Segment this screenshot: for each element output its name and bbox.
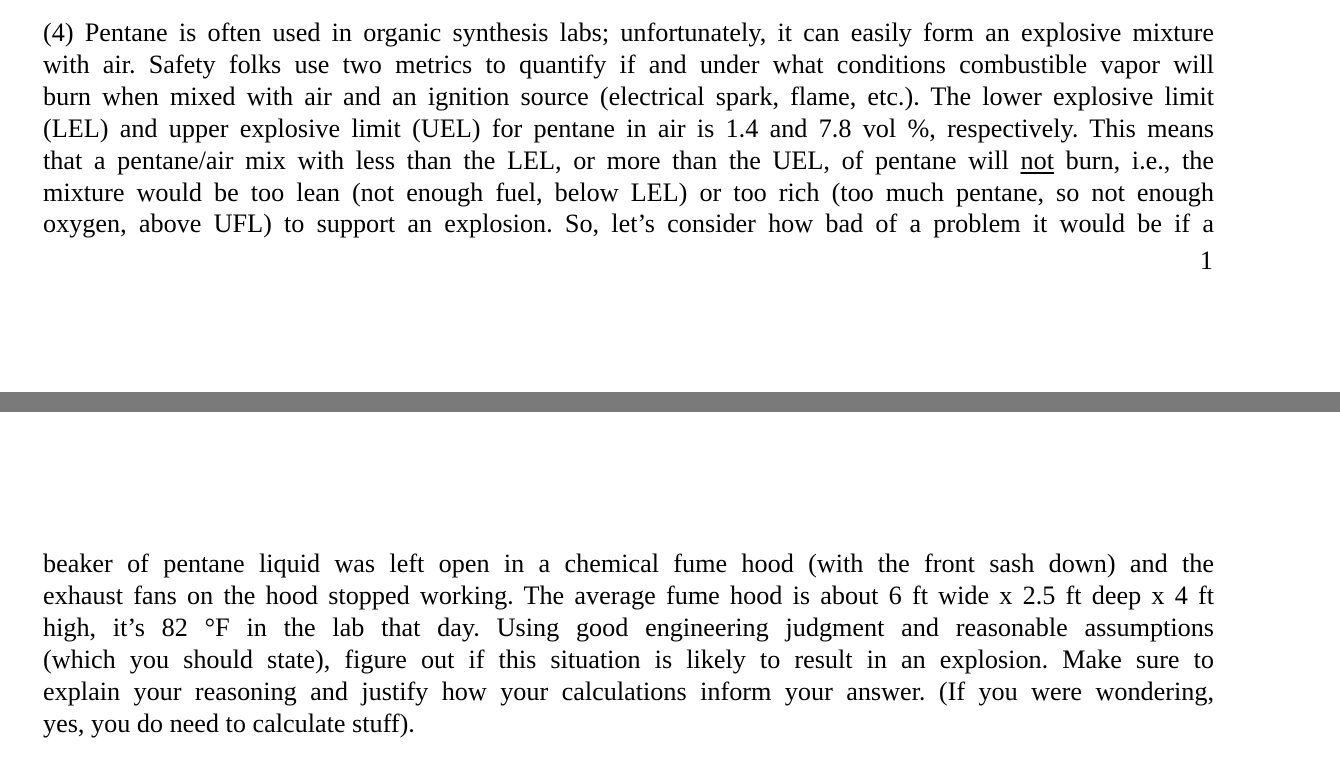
problem-text-part-1 xyxy=(43,17,1214,240)
text-line xyxy=(43,145,1214,177)
text-line: (LEL) and upper explosive limit (UEL) for pentane in air is 1.4 and 7.8 vol %, respectively. This means xyxy=(43,113,1214,143)
problem-text-part-2 xyxy=(43,548,1214,739)
text-line-segment: burn, i.e., the xyxy=(1053,145,1214,175)
text-line: yes, you do need to calculate stuff). xyxy=(43,708,415,738)
text-line: explain your reasoning and justify how your calculations inform your answer. (If you were wondering, xyxy=(43,676,1214,706)
page-separator xyxy=(0,392,1340,412)
text-line: beaker of pentane liquid was left open in a chemical fume hood (with the front sash down) and the xyxy=(43,549,1214,578)
text-line: burn when mixed with air and an ignition source (electrical spark, flame, etc.). The lower explosive limit xyxy=(43,81,1214,111)
text-line: mixture would be too lean (not enough fuel, below LEL) or too rich (too much pentane, so not enough xyxy=(43,177,1214,207)
underlined-word: not xyxy=(1020,145,1054,175)
text-line: with air. Safety folks use two metrics to quantify if and under what conditions combustible vapor will xyxy=(43,49,1214,79)
text-line: high, it’s 82 °F in the lab that day. Using good engineering judgment and reasonable assumptions xyxy=(43,612,1214,642)
text-line: exhaust fans on the hood stopped working. The average fume hood is about 6 ft wide x 2.5 ft deep x 4 ft xyxy=(43,580,1214,610)
text-line-segment: that a pentane/air mix with less than the LEL, or more than the UEL, of pentane will xyxy=(43,145,1021,175)
text-line: oxygen, above UFL) to support an explosion. So, let’s consider how bad of a problem it would be if a xyxy=(43,209,1214,239)
text-line: (4) Pentane is often used in organic synthesis labs; unfortunately, it can easily form an explosive mixture xyxy=(43,18,1214,47)
page-number: 1 xyxy=(1199,246,1213,275)
text-line: (which you should state), figure out if this situation is likely to result in an explosion. Make sure to xyxy=(43,644,1214,674)
